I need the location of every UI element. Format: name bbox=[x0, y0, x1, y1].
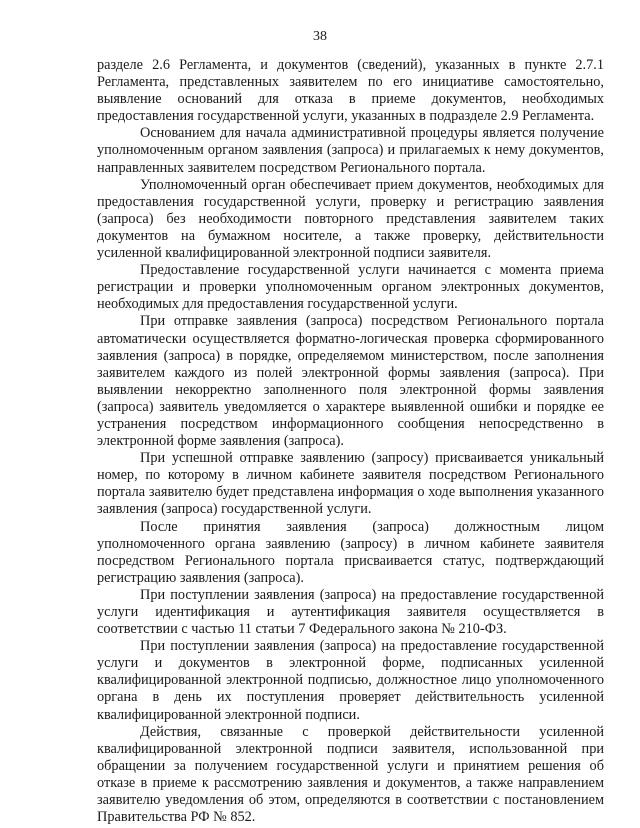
paragraph-procedure-basis: Основанием для начала административной процедуры является получение уполномоченным органом заявления (запроса) и прилагаемых к нему документов, направленных заявителем посредством Регионального портала. bbox=[97, 125, 604, 176]
document-body bbox=[97, 57, 604, 826]
paragraph-service-start: Предоставление государственной услуги начинается с момента приема регистрации и проверки уполномоченным органом электронных документов, необходимых для предоставления государственной услуги. bbox=[97, 262, 604, 313]
paragraph-authentication: При поступлении заявления (запроса) на предоставление государственной услуги идентификация и аутентификация заявителя осуществляется в соответствии с частью 11 статьи 7 Федерального закона № 210-ФЗ. bbox=[97, 586, 604, 638]
paragraph-status-assignment: После принятия заявления (запроса) должностным лицом уполномоченного органа заявлению (запросу) в личном кабинете заявителя посредством Регионального портала присваивается статус, подтверждающий регистрацию заявления (запроса). bbox=[97, 518, 604, 586]
paragraph-continuation: разделе 2.6 Регламента, и документов (сведений), указанных в пункте 2.7.1 Регламента, представленных заявителем по его инициативе самостоятельно, выявление оснований для отказа в приеме документов, необходимых предоставления государственной услуги, указанных в подразделе 2.9 Регламента. bbox=[97, 57, 604, 125]
paragraph-signature-check: При поступлении заявления (запроса) на предоставление государственной услуги и документов в электронной форме, подписанных усиленной квалифицированной электронной подписью, должностное лицо уполномоченного органа в день их поступления проверяет действительность усиленной квалифицированной электронной подписи. bbox=[97, 638, 604, 723]
paragraph-signature-actions: Действия, связанные с проверкой действительности усиленной квалифицированной электронной подписи заявителя, использованной при обращении за получением государственной услуги и принятием решения об отказе в приеме к рассмотрению заявления и документов, а также направлением заявителю уведомления об этом, определяются в соответствии с постановлением Правительства РФ № 852. bbox=[97, 723, 604, 826]
paragraph-unique-number: При успешной отправке заявлению (запросу) присваивается уникальный номер, по которому в личном кабинете заявителя посредством Регионального портала заявителю будет представлена информация о ходе выполнения указанного заявления (запроса) государственной услуги. bbox=[97, 450, 604, 518]
page-number: 38 bbox=[313, 29, 327, 44]
paragraph-document-reception: Уполномоченный орган обеспечивает прием документов, необходимых для предоставления государственной услуги, проверку и регистрацию заявления (запроса) без необходимости повторного представления заявителем таких документов на бумажном носителе, а также проверку, действительности усиленной квалифицированной электронной подписи заявителя. bbox=[97, 176, 604, 262]
paragraph-format-check: При отправке заявления (запроса) посредством Регионального портала автоматически осуществляется форматно-логическая проверка сформированного заявления (запроса) в порядке, определяемом министерством, после заполнения заявителем каждого из полей электронной формы заявления (запроса). При выявлении некорректно заполненного поля электронной формы заявления (запроса) заявитель уведомляется о характере выявленной ошибки и порядке ее устранения посредством информационного сообщения непосредственно в электронной форме заявления (запроса). bbox=[97, 313, 604, 450]
